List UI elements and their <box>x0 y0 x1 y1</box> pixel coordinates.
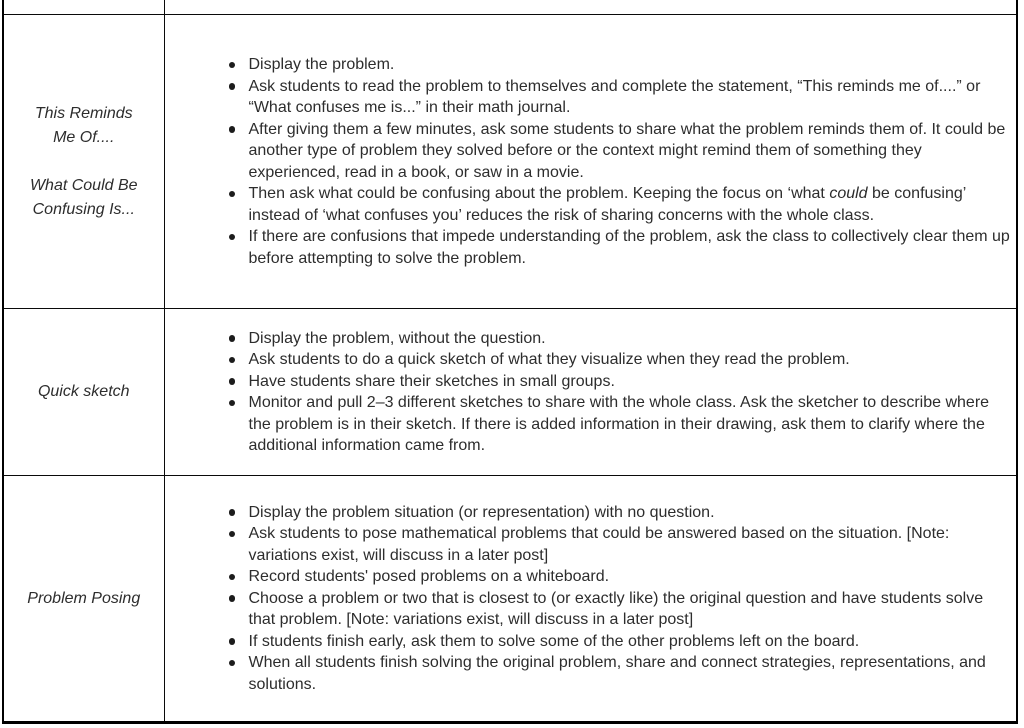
step-text: Record students' posed problems on a whiteboard. <box>248 568 610 586</box>
step-item <box>228 392 1011 457</box>
step-text: Ask students to pose mathematical problems that could be answered based on the situation. [Note: variations exist, will discuss in a later post] <box>248 525 950 564</box>
step-item <box>228 502 1011 524</box>
step-text: Ask students to do a quick sketch of what they visualize when they read the problem. <box>248 351 850 368</box>
strategy-steps-cell <box>164 309 1017 476</box>
strategy-name-line: Quick sketch <box>37 383 130 400</box>
strategies-table <box>2 0 1018 724</box>
step-text: Display the problem situation (or representation) with no question. <box>248 503 715 521</box>
strategy-name-line: What Could Be <box>29 176 138 194</box>
table-row <box>3 309 1017 476</box>
step-item <box>228 631 1011 653</box>
step-text: Monitor and pull 2–3 different sketches to share with the whole class. Ask the sketcher to describe where the problem is in their sketch. If there is added information in their drawing, ask them to clarify where the additional information came from. <box>248 394 990 454</box>
step-text: Have students share their sketches in small groups. <box>248 372 615 390</box>
step-text: be confusing’ instead of ‘what confuses you’ reduces the risk of sharing concerns with the whole class. <box>248 185 966 224</box>
bullet-icon <box>229 126 236 133</box>
bullet-icon <box>229 531 236 538</box>
strategy-name-line: Me Of.... <box>53 128 115 146</box>
blank-line <box>10 150 158 174</box>
step-text: Choose a problem or two that is closest to (or exactly like) the original question and have students solve that problem. [Note: variations exist, will discuss in a later post] <box>248 589 984 629</box>
bullet-icon <box>229 378 236 385</box>
table-row <box>3 476 1017 723</box>
step-text: Then ask what could be confusing about the problem. Keeping the focus on ‘what <box>248 185 830 202</box>
step-text: If there are confusions that impede understanding of the problem, ask the class to collectively clear them up before attempting to solve the problem. <box>248 228 1010 267</box>
strategy-steps-cell <box>164 15 1017 309</box>
cropped-cell-right <box>164 0 1017 15</box>
bullet-icon <box>229 357 236 364</box>
step-item <box>228 371 1011 393</box>
bullet-icon <box>229 335 236 342</box>
bullet-icon <box>229 595 236 602</box>
step-item <box>228 328 1011 350</box>
strategy-name-line: Confusing Is... <box>32 200 135 218</box>
bullet-icon <box>229 62 236 69</box>
bullet-icon <box>229 574 236 581</box>
step-text: Display the problem, without the question. <box>248 329 546 347</box>
strategy-steps-list <box>165 54 1017 269</box>
step-item <box>228 54 1011 76</box>
step-item <box>228 566 1011 588</box>
step-text: could <box>829 185 868 202</box>
bullet-icon <box>229 509 236 516</box>
strategy-steps-list <box>165 502 1017 696</box>
step-item <box>228 119 1011 184</box>
step-text: Ask students to read the problem to themselves and complete the statement, “This reminds me of....” or “What confuses me is...” in their math journal. <box>248 77 981 116</box>
step-item <box>228 349 1011 371</box>
strategy-name-cell <box>3 15 164 309</box>
step-text: After giving them a few minutes, ask some students to share what the problem reminds them of. It could be another type of problem they solved before or the context might remind them of something they experienced, read in a book, or saw in a movie. <box>248 120 1006 181</box>
bullet-icon <box>229 660 236 667</box>
step-text: When all students finish solving the original problem, share and connect strategies, representations, and solutions. <box>248 654 986 693</box>
step-item <box>228 652 1011 695</box>
step-item <box>228 76 1011 119</box>
strategy-name-line: This Reminds <box>34 104 133 122</box>
cropped-cell-left <box>3 0 164 15</box>
cropped-previous-row <box>3 0 1017 15</box>
step-text: If students finish early, ask them to solve some of the other problems left on the board. <box>248 632 860 650</box>
strategies-table-body <box>3 0 1017 723</box>
strategy-name-cell <box>3 309 164 476</box>
bullet-icon <box>229 83 236 90</box>
table-row <box>3 15 1017 309</box>
step-item <box>228 588 1011 631</box>
strategy-steps-cell <box>164 476 1017 723</box>
step-item <box>228 523 1011 566</box>
bullet-icon <box>229 638 236 645</box>
strategy-steps-list <box>165 328 1017 457</box>
strategy-name-line: Problem Posing <box>27 589 141 607</box>
bullet-icon <box>229 191 236 198</box>
bullet-icon <box>229 234 236 241</box>
step-item <box>228 183 1011 226</box>
step-text: Display the problem. <box>248 56 395 73</box>
bullet-icon <box>229 400 236 407</box>
step-item <box>228 226 1011 269</box>
strategy-name-cell <box>3 476 164 723</box>
